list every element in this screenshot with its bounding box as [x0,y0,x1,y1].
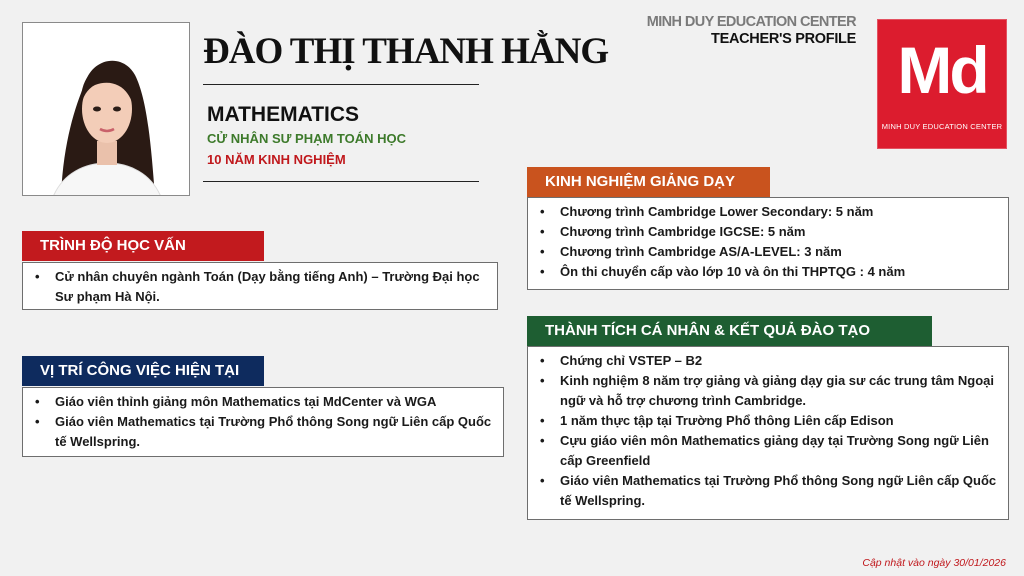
achievements-list [536,351,998,511]
current-position-header: VỊ TRÍ CÔNG VIỆC HIỆN TẠI [22,356,264,386]
education-item: • Cử nhân chuyên ngành Toán (Dạy bằng tiếng Anh) – Trường Đại học Sư phạm Hà Nội. [31,267,487,307]
name-divider [203,84,479,85]
current-position-box [22,387,504,457]
teacher-subject: MATHEMATICS [207,103,360,126]
teaching-experience-box [527,197,1009,290]
logo-subtitle: MINH DUY EDUCATION CENTER [881,122,1003,131]
teacher-photo [22,22,190,196]
achievement-item: • Cựu giáo viên môn Mathematics giảng dạy tại Trường Song ngữ Liên cấp Greenfield [536,431,998,471]
info-divider [203,181,479,182]
teacher-name: ĐÀO THỊ THANH HẰNG [203,31,609,72]
achievement-item: • Kinh nghiệm 8 năm trợ giảng và giảng dạy gia sư các trung tâm Ngoại ngữ và hỗ trợ chương trình Cambridge. [536,371,998,411]
updated-date: Cập nhật vào ngày 30/01/2026 [862,557,1006,569]
center-name: MINH DUY EDUCATION CENTER [646,14,856,30]
teacher-degree: CỬ NHÂN SƯ PHẠM TOÁN HỌC [207,131,406,146]
teaching-experience-list [536,202,998,282]
teaching-experience-item: • Chương trình Cambridge AS/A-LEVEL: 3 năm [536,242,998,262]
current-position-item: • Giáo viên thỉnh giảng môn Mathematics tại MdCenter và WGA [31,392,493,412]
education-header: TRÌNH ĐỘ HỌC VẤN [22,231,264,261]
current-position-list [31,392,493,452]
md-logo [877,19,1007,149]
teaching-experience-item: • Ôn thi chuyển cấp vào lớp 10 và ôn thi THPTQG : 4 năm [536,262,998,282]
achievement-item: • Giáo viên Mathematics tại Trường Phổ thông Song ngữ Liên cấp Quốc tế Wellspring. [536,471,998,511]
education-box [22,262,498,310]
achievements-box [527,346,1009,520]
logo-mark: Md [897,33,987,107]
teacher-experience-years: 10 NĂM KINH NGHIỆM [207,152,346,167]
achievement-item: • Chứng chỉ VSTEP – B2 [536,351,998,371]
current-position-item: • Giáo viên Mathematics tại Trường Phổ thông Song ngữ Liên cấp Quốc tế Wellspring. [31,412,493,452]
teacher-portrait-image [23,23,190,196]
achievements-header: THÀNH TÍCH CÁ NHÂN & KẾT QUẢ ĐÀO TẠO [527,316,932,346]
profile-label: TEACHER'S PROFILE [711,31,856,47]
teaching-experience-item: • Chương trình Cambridge IGCSE: 5 năm [536,222,998,242]
teaching-experience-item: • Chương trình Cambridge Lower Secondary: 5 năm [536,202,998,222]
achievement-item: • 1 năm thực tập tại Trường Phổ thông Liên cấp Edison [536,411,998,431]
teaching-experience-header: KINH NGHIỆM GIẢNG DẠY [527,167,770,197]
education-list [31,267,487,307]
